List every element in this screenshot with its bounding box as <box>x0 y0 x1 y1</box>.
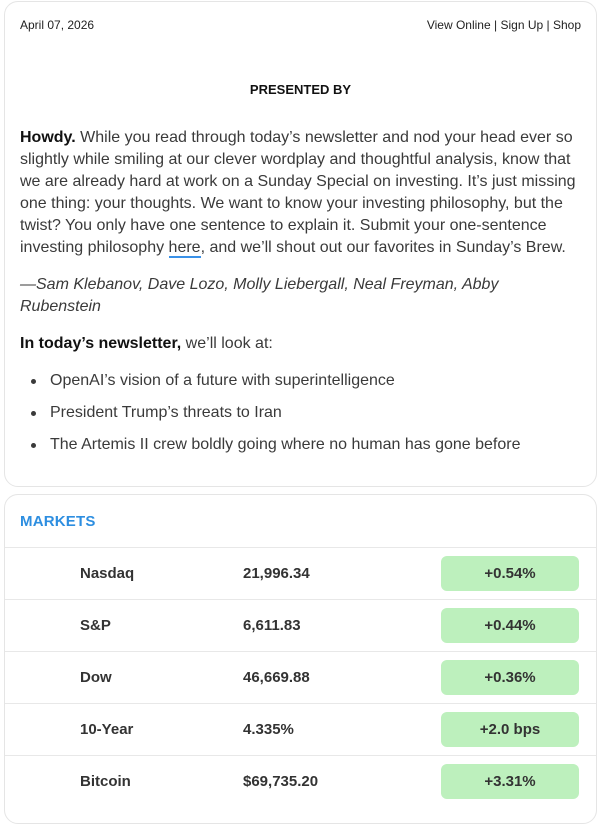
view-online-link[interactable]: View Online <box>426 18 491 32</box>
intro-paragraph <box>20 127 582 259</box>
today-heading <box>20 333 582 355</box>
market-name: Dow <box>80 669 112 686</box>
market-value: 4.335% <box>243 721 294 738</box>
market-name: Bitcoin <box>80 773 131 790</box>
market-change-badge: +0.36% <box>441 660 579 695</box>
market-change-badge: +0.54% <box>441 556 579 591</box>
market-row <box>5 599 596 651</box>
sign-up-link[interactable]: Sign Up <box>500 18 544 32</box>
link-separator: | <box>494 18 501 32</box>
list-item: The Artemis II crew boldly going where no human has gone before <box>50 434 582 466</box>
market-name: 10-Year <box>80 721 134 738</box>
intro-text: While you read through today’s newsletter and nod your head ever so slightly while smiling at our clever wordplay and thoughtful analysis, know that we are already hard at work on a Sunday Special on investing. It’s just missing one thing: your thoughts. We want to know your investing philosophy, but the twist? You only have one sentence to explain it. Submit your one-sentence investing philosophy <box>20 129 576 256</box>
intro-card <box>4 1 597 487</box>
submit-philosophy-link[interactable]: here <box>168 239 201 256</box>
list-item: OpenAI’s vision of a future with superintelligence <box>50 370 582 402</box>
market-value: 46,669.88 <box>243 669 310 686</box>
markets-title: MARKETS <box>20 513 96 530</box>
market-change-badge: +0.44% <box>441 608 579 643</box>
market-row <box>5 651 596 703</box>
market-name: Nasdaq <box>80 565 135 582</box>
market-value: 6,611.83 <box>243 617 301 634</box>
today-rest: we’ll look at: <box>181 335 273 352</box>
today-list <box>50 370 582 466</box>
newsletter-date: April 07, 2026 <box>20 18 95 32</box>
market-row <box>5 703 596 755</box>
today-lead: In today’s newsletter, <box>20 335 182 352</box>
list-item: President Trump’s threats to Iran <box>50 402 582 434</box>
shop-link[interactable]: Shop <box>552 18 581 32</box>
market-value: 21,996.34 <box>243 565 310 582</box>
header-links <box>427 18 581 32</box>
market-change-badge: +2.0 bps <box>441 712 579 747</box>
market-value: $69,735.20 <box>243 773 319 790</box>
link-separator: | <box>546 18 553 32</box>
market-row <box>5 755 596 807</box>
intro-lead: Howdy. <box>20 129 76 146</box>
author-signoff: —Sam Klebanov, Dave Lozo, Molly Liebergall, Neal Freyman, Abby Rubenstein <box>20 276 499 315</box>
presented-by-label: PRESENTED BY <box>249 82 352 97</box>
markets-card <box>4 494 597 824</box>
market-name: S&P <box>80 617 111 634</box>
intro-text-end: , and we’ll shout out our favorites in Sunday’s Brew. <box>200 239 566 256</box>
market-row <box>5 547 596 599</box>
market-change-badge: +3.31% <box>441 764 579 799</box>
